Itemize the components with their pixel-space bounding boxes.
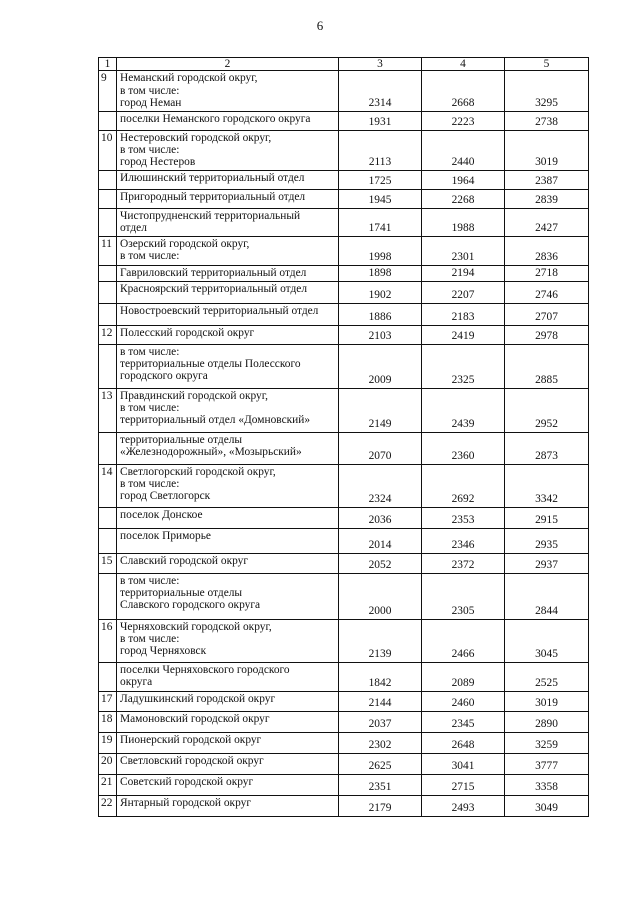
value-col-4: 2089 [422, 662, 505, 691]
district-name: Неманский городской округ, в том числе: город Неман [117, 71, 339, 111]
table-row [99, 130, 589, 170]
row-number [99, 344, 117, 388]
value-col-3: 2037 [339, 711, 422, 732]
row-number: 9 [99, 71, 117, 111]
value-col-4: 2194 [422, 265, 505, 281]
table-row [99, 573, 589, 619]
value-col-5: 2890 [505, 711, 589, 732]
value-col-3: 2149 [339, 388, 422, 432]
row-number [99, 111, 117, 130]
row-number [99, 432, 117, 464]
table-row [99, 662, 589, 691]
value-col-4: 2692 [422, 464, 505, 507]
row-number: 17 [99, 691, 117, 711]
value-col-4: 2345 [422, 711, 505, 732]
district-name: Пригородный территориальный отдел [117, 189, 339, 208]
table-row [99, 619, 589, 662]
column-header: 2 [117, 58, 339, 71]
district-name: в том числе: территориальные отделы Полесского городского округа [117, 344, 339, 388]
district-name: Советский городской округ [117, 774, 339, 795]
value-col-3: 2052 [339, 553, 422, 573]
value-col-4: 2305 [422, 573, 505, 619]
value-col-5: 2707 [505, 303, 589, 325]
value-col-5: 2387 [505, 170, 589, 189]
district-name: Нестеровский городской округ, в том числе: город Нестеров [117, 130, 339, 170]
value-col-5: 2746 [505, 281, 589, 303]
value-col-5: 2935 [505, 528, 589, 553]
row-number: 15 [99, 553, 117, 573]
value-col-4: 2360 [422, 432, 505, 464]
table-row [99, 528, 589, 553]
table-row [99, 189, 589, 208]
row-number: 18 [99, 711, 117, 732]
value-col-3: 2302 [339, 732, 422, 753]
value-col-4: 2183 [422, 303, 505, 325]
value-col-5: 3342 [505, 464, 589, 507]
table-row [99, 71, 589, 111]
value-col-5: 2873 [505, 432, 589, 464]
value-col-4: 2439 [422, 388, 505, 432]
table-row [99, 388, 589, 432]
value-col-4: 2668 [422, 71, 505, 111]
value-col-3: 1725 [339, 170, 422, 189]
value-col-3: 1931 [339, 111, 422, 130]
table-row [99, 111, 589, 130]
row-number [99, 265, 117, 281]
value-col-4: 2466 [422, 619, 505, 662]
value-col-4: 2223 [422, 111, 505, 130]
column-header: 4 [422, 58, 505, 71]
value-col-3: 2351 [339, 774, 422, 795]
district-name: поселки Черняховского городского округа [117, 662, 339, 691]
value-col-3: 1902 [339, 281, 422, 303]
column-header: 3 [339, 58, 422, 71]
table-row [99, 753, 589, 774]
district-name: территориальные отделы «Железнодорожный», «Мозырьский» [117, 432, 339, 464]
row-number: 21 [99, 774, 117, 795]
table-header-row [99, 58, 589, 71]
district-name: Полесский городской округ [117, 325, 339, 344]
table-row [99, 432, 589, 464]
district-name: поселок Донское [117, 507, 339, 528]
row-number: 16 [99, 619, 117, 662]
page-number: 6 [316, 18, 324, 33]
district-name: Пионерский городской округ [117, 732, 339, 753]
table-row [99, 236, 589, 265]
value-col-3: 2139 [339, 619, 422, 662]
value-col-4: 2372 [422, 553, 505, 573]
value-col-4: 2419 [422, 325, 505, 344]
value-col-5: 3045 [505, 619, 589, 662]
value-col-5: 3259 [505, 732, 589, 753]
value-col-3: 2113 [339, 130, 422, 170]
row-number [99, 208, 117, 236]
district-name: Ладушкинский городской округ [117, 691, 339, 711]
value-col-4: 2346 [422, 528, 505, 553]
value-col-4: 2353 [422, 507, 505, 528]
value-col-5: 2839 [505, 189, 589, 208]
table-body [99, 71, 589, 816]
value-col-4: 2325 [422, 344, 505, 388]
table-row [99, 344, 589, 388]
table-row [99, 464, 589, 507]
row-number: 22 [99, 795, 117, 816]
district-name: в том числе: территориальные отделы Славского городского округа [117, 573, 339, 619]
value-col-5: 2427 [505, 208, 589, 236]
value-col-3: 1998 [339, 236, 422, 265]
value-col-4: 2268 [422, 189, 505, 208]
value-col-3: 2324 [339, 464, 422, 507]
district-name: Краснояpский территориальный отдел [117, 281, 339, 303]
district-name: Светлогорский городской округ, в том числе: город Светлогорск [117, 464, 339, 507]
value-col-3: 2000 [339, 573, 422, 619]
value-col-4: 2440 [422, 130, 505, 170]
value-col-5: 2885 [505, 344, 589, 388]
data-table [98, 57, 589, 817]
table-row [99, 795, 589, 816]
table-row [99, 303, 589, 325]
table-row [99, 732, 589, 753]
value-col-4: 1964 [422, 170, 505, 189]
value-col-5: 3019 [505, 691, 589, 711]
row-number [99, 528, 117, 553]
district-name: Новостроевский территориальный отдел [117, 303, 339, 325]
district-name: поселки Неманского городского округа [117, 111, 339, 130]
table-row [99, 170, 589, 189]
value-col-5: 3049 [505, 795, 589, 816]
value-col-4: 1988 [422, 208, 505, 236]
column-header: 5 [505, 58, 589, 71]
district-name: Гавриловский территориальный отдел [117, 265, 339, 281]
row-number [99, 170, 117, 189]
value-col-5: 3358 [505, 774, 589, 795]
table-row [99, 691, 589, 711]
value-col-3: 2103 [339, 325, 422, 344]
district-name: Озерский городской округ, в том числе: [117, 236, 339, 265]
value-col-5: 2952 [505, 388, 589, 432]
value-col-3: 1741 [339, 208, 422, 236]
value-col-4: 2648 [422, 732, 505, 753]
row-number: 20 [99, 753, 117, 774]
row-number: 10 [99, 130, 117, 170]
district-name: Правдинский городской округ, в том числе: территориальный отдел «Домновский» [117, 388, 339, 432]
value-col-4: 3041 [422, 753, 505, 774]
value-col-3: 2014 [339, 528, 422, 553]
table-row [99, 325, 589, 344]
value-col-4: 2715 [422, 774, 505, 795]
value-col-3: 2314 [339, 71, 422, 111]
value-col-3: 2625 [339, 753, 422, 774]
table-row [99, 553, 589, 573]
table-row [99, 711, 589, 732]
value-col-3: 1945 [339, 189, 422, 208]
district-name: Черняховский городской округ, в том числе: город Черняховск [117, 619, 339, 662]
value-col-3: 2144 [339, 691, 422, 711]
row-number: 12 [99, 325, 117, 344]
value-col-3: 2009 [339, 344, 422, 388]
value-col-5: 2738 [505, 111, 589, 130]
table-row [99, 507, 589, 528]
row-number: 19 [99, 732, 117, 753]
value-col-4: 2207 [422, 281, 505, 303]
district-name: Чистопрудненский территориальный отдел [117, 208, 339, 236]
row-number [99, 281, 117, 303]
value-col-5: 2978 [505, 325, 589, 344]
column-header: 1 [99, 58, 117, 71]
value-col-3: 1898 [339, 265, 422, 281]
value-col-3: 1886 [339, 303, 422, 325]
district-name: Мамоновский городской округ [117, 711, 339, 732]
value-col-5: 2525 [505, 662, 589, 691]
row-number: 11 [99, 236, 117, 265]
table-row [99, 281, 589, 303]
value-col-3: 2179 [339, 795, 422, 816]
district-name: Илюшинский территориальный отдел [117, 170, 339, 189]
value-col-5: 3777 [505, 753, 589, 774]
row-number [99, 573, 117, 619]
value-col-3: 2070 [339, 432, 422, 464]
row-number [99, 662, 117, 691]
value-col-5: 3019 [505, 130, 589, 170]
value-col-4: 2493 [422, 795, 505, 816]
table-row [99, 208, 589, 236]
value-col-5: 2915 [505, 507, 589, 528]
value-col-4: 2301 [422, 236, 505, 265]
row-number [99, 507, 117, 528]
table-row [99, 774, 589, 795]
row-number [99, 189, 117, 208]
district-name: поселок Приморье [117, 528, 339, 553]
row-number [99, 303, 117, 325]
value-col-5: 2844 [505, 573, 589, 619]
district-name: Славский городской округ [117, 553, 339, 573]
value-col-4: 2460 [422, 691, 505, 711]
value-col-5: 3295 [505, 71, 589, 111]
table-row [99, 265, 589, 281]
value-col-3: 1842 [339, 662, 422, 691]
row-number: 14 [99, 464, 117, 507]
value-col-5: 2718 [505, 265, 589, 281]
value-col-5: 2836 [505, 236, 589, 265]
district-name: Янтарный городской округ [117, 795, 339, 816]
value-col-3: 2036 [339, 507, 422, 528]
value-col-5: 2937 [505, 553, 589, 573]
district-name: Светловский городской округ [117, 753, 339, 774]
row-number: 13 [99, 388, 117, 432]
